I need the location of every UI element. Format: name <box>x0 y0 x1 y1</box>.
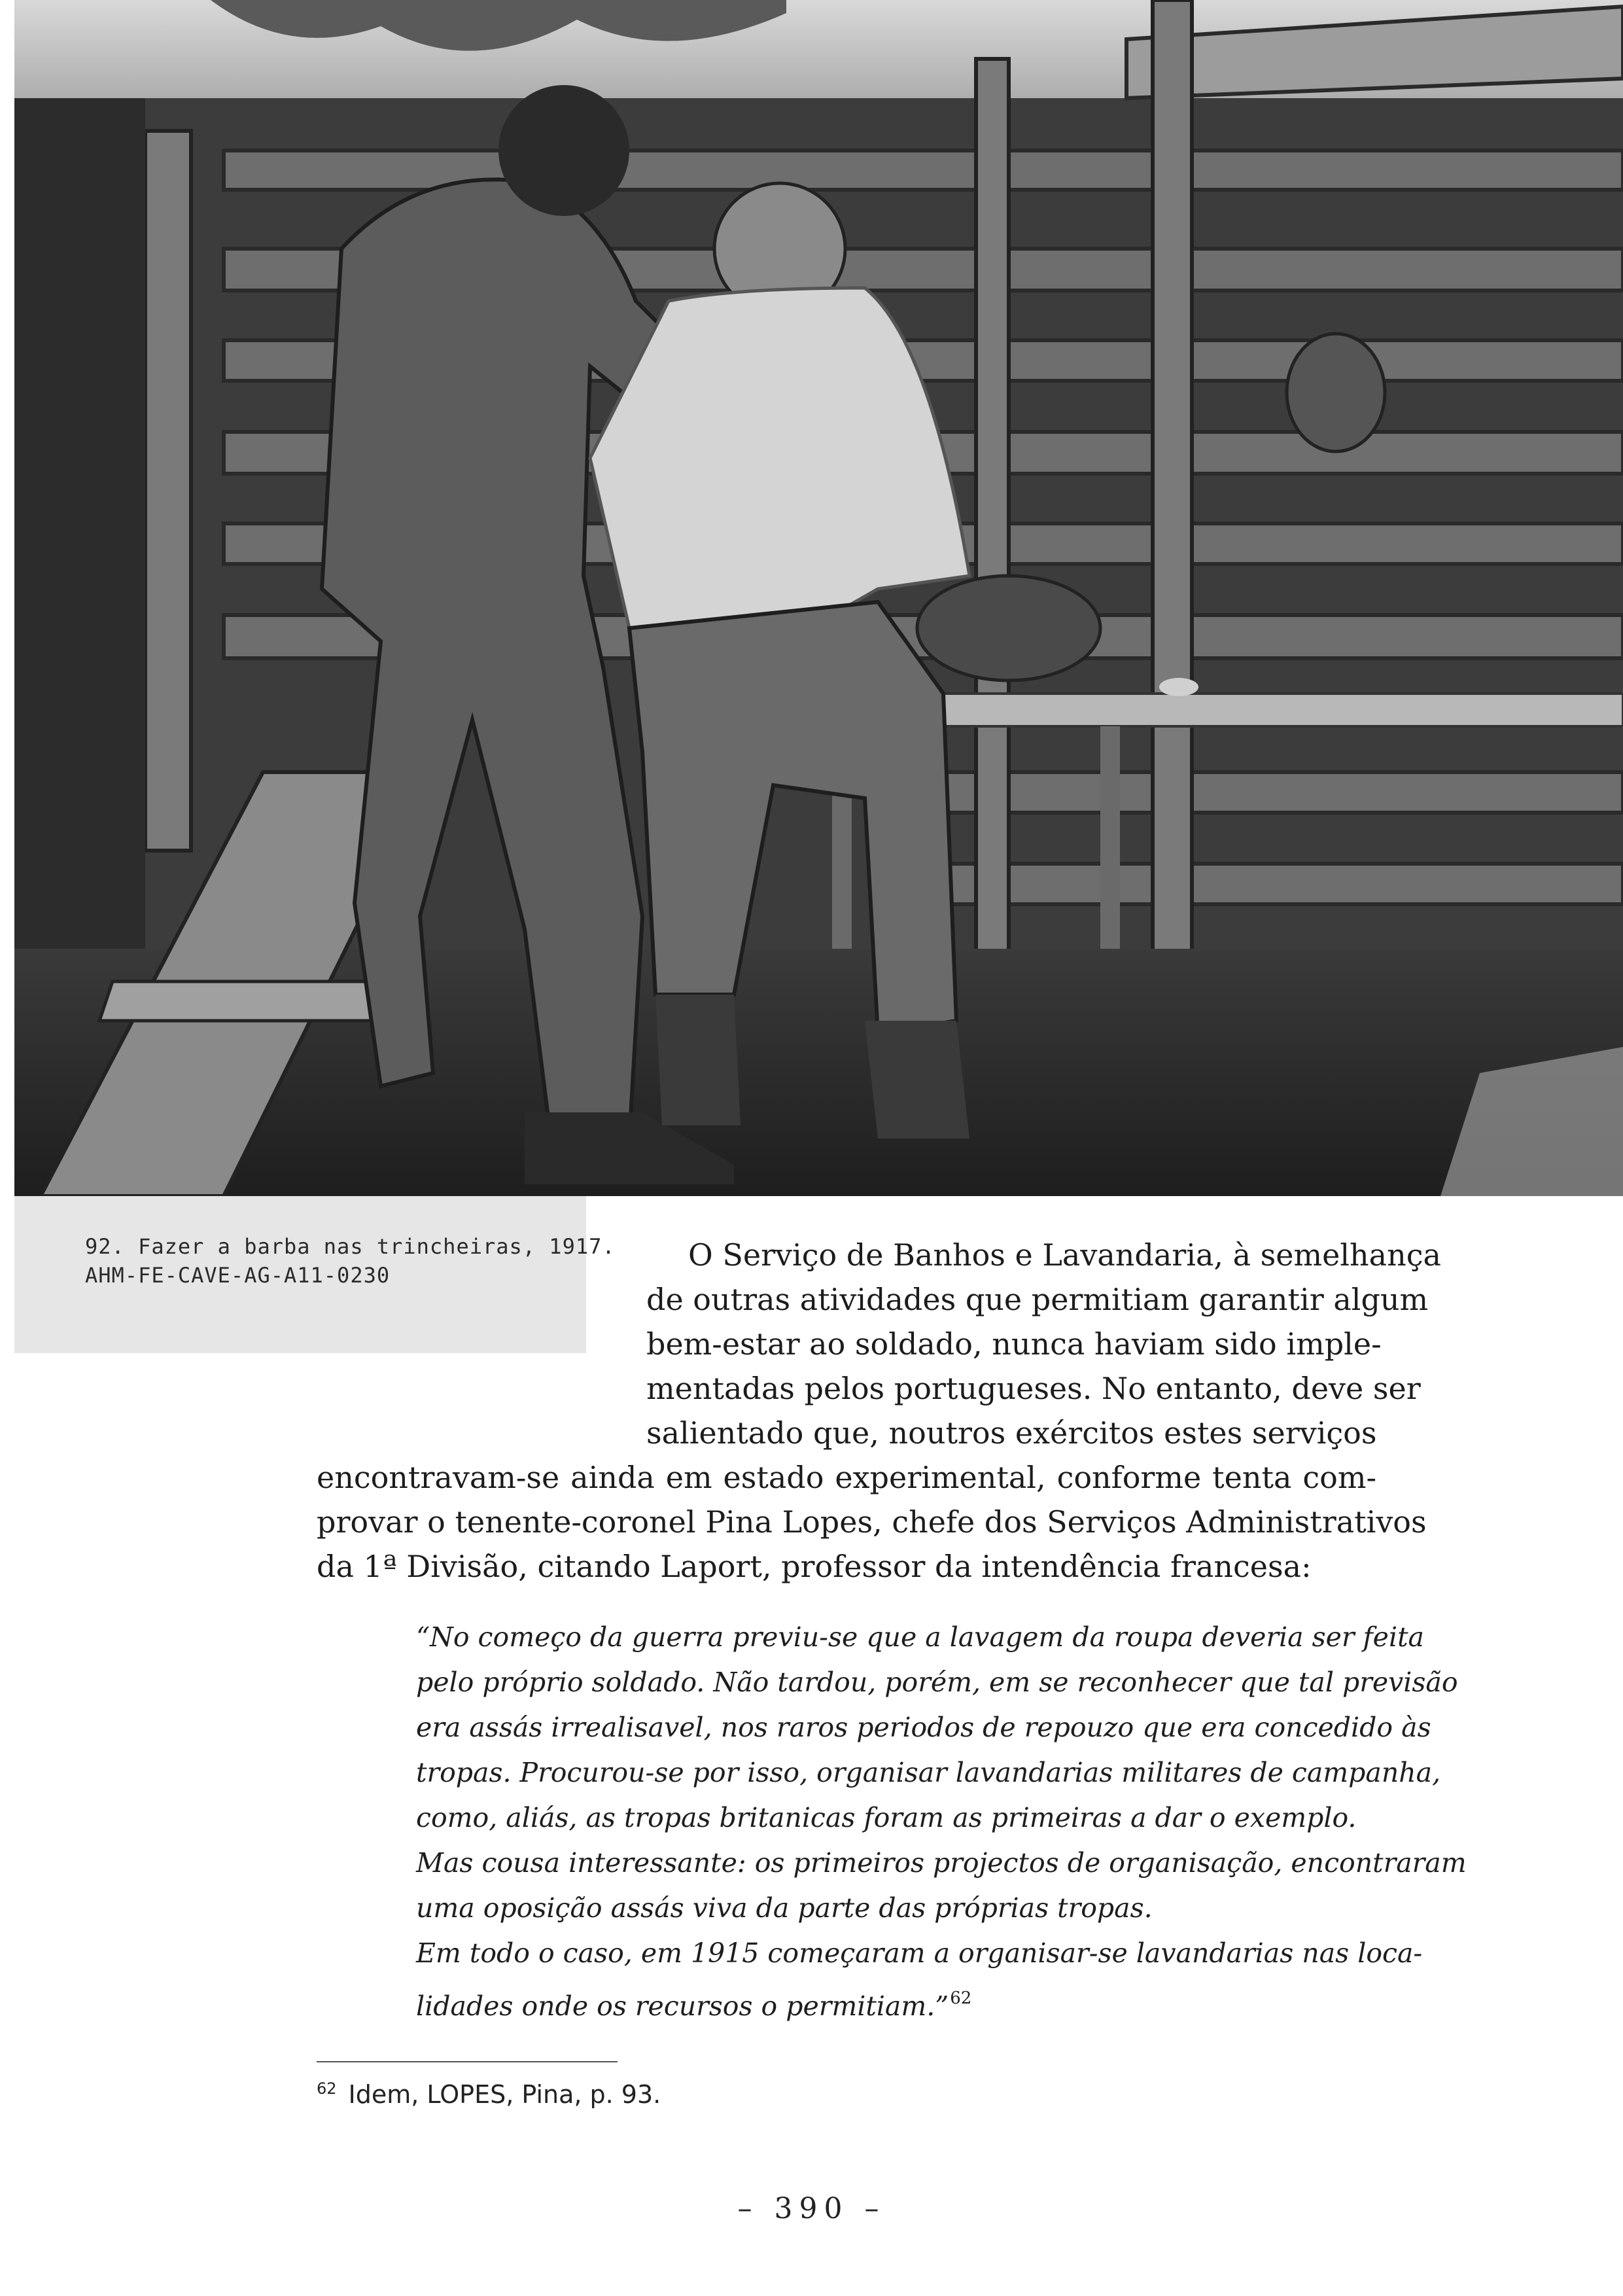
footnote-reference[interactable]: 62 <box>950 1988 972 2008</box>
footnote <box>317 2079 661 2109</box>
quote-line-text: lidades onde os recursos o permitiam.” <box>416 1990 949 2022</box>
trench-photograph <box>14 0 1623 1196</box>
footnote-text: Idem, LOPES, Pina, p. 93. <box>348 2080 661 2109</box>
block-quote <box>416 1615 1467 2022</box>
caption-title: 92. Fazer a barba nas trincheiras, 1917. <box>85 1234 616 1259</box>
body-line: salientado que, noutros exércitos estes serviços <box>646 1415 1377 1451</box>
body-line: bem-estar ao soldado, nunca haviam sido imple- <box>646 1326 1382 1362</box>
quote-line: “No começo da guerra previu-se que a lavagem da roupa deveria ser feita <box>416 1621 1424 1653</box>
quote-line: pelo próprio soldado. Não tardou, porém, em se reconhecer que tal previsão <box>416 1667 1458 1698</box>
quote-line: uma oposição assás viva da parte das próprias tropas. <box>416 1892 1153 1924</box>
quote-line: como, aliás, as tropas britanicas foram as primeiras a dar o exemplo. <box>416 1802 1357 1833</box>
page-number: – 390 – <box>737 2192 886 2225</box>
body-line: provar o tenente-coronel Pina Lopes, chefe dos Serviços Administrativos <box>317 1504 1427 1540</box>
body-line: da 1ª Divisão, citando Laport, professor da intendência francesa: <box>317 1549 1312 1584</box>
body-line: de outras atividades que permitiam garantir algum <box>646 1282 1429 1317</box>
body-line: encontravam-se ainda em estado experimental, conforme tenta com- <box>317 1460 1376 1495</box>
footnote-rule <box>317 2061 618 2062</box>
caption-reference: AHM-FE-CAVE-AG-A11-0230 <box>85 1263 391 1288</box>
photo-illustration <box>14 0 1623 1196</box>
body-paragraph <box>317 1233 1441 1589</box>
quote-line: Em todo o caso, em 1915 começaram a organisar-se lavandarias nas loca- <box>416 1937 1423 1969</box>
footnote-number: 62 <box>317 2079 337 2098</box>
body-line: O Serviço de Banhos e Lavandaria, à semelhança <box>688 1237 1441 1273</box>
quote-line: tropas. Procurou-se por isso, organisar lavandarias militares de campanha, <box>416 1757 1441 1788</box>
quote-line: Mas cousa interessante: os primeiros projectos de organisação, encontraram <box>416 1847 1467 1879</box>
quote-last-line <box>416 1976 1371 2021</box>
quote-line: era assás irrealisavel, nos raros periodos de repouzo que era concedido às <box>416 1712 1431 1743</box>
body-line: mentadas pelos portugueses. No entanto, deve ser <box>646 1371 1421 1406</box>
